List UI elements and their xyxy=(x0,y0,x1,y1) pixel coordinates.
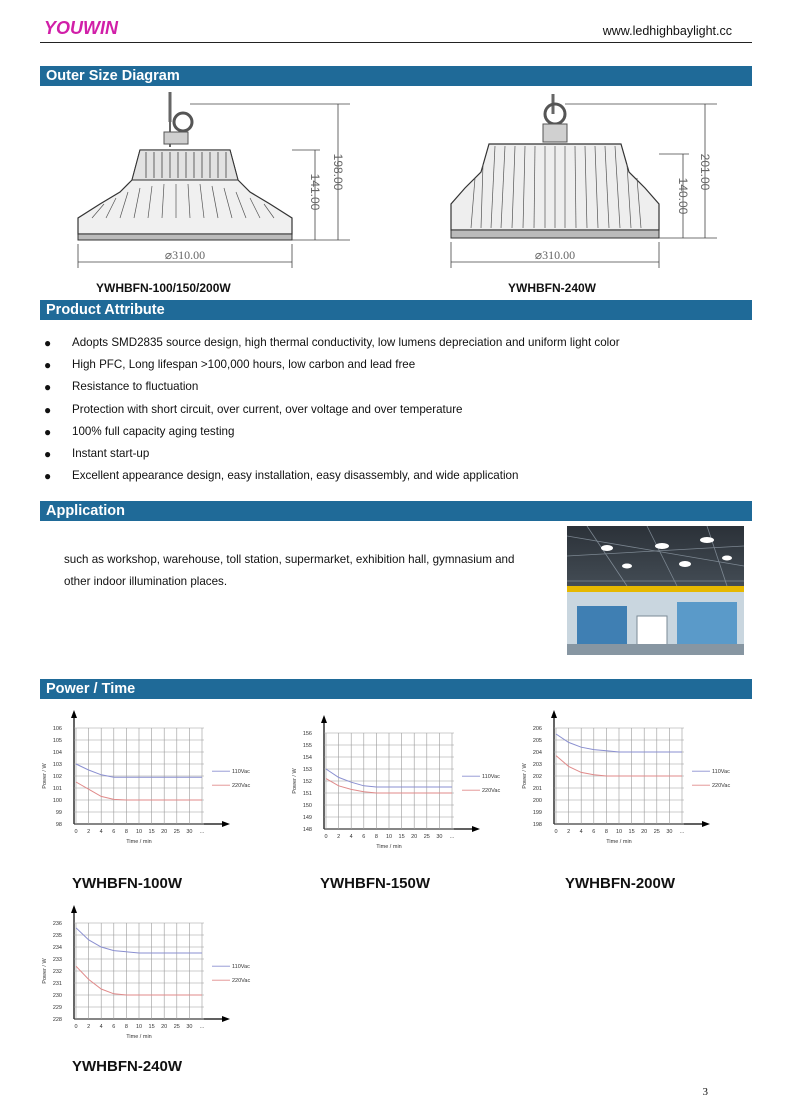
y-tick-label: 99 xyxy=(55,810,62,816)
y-axis-label: Power / W xyxy=(42,763,48,789)
x-tick-label: 10 xyxy=(135,1024,143,1030)
x-tick-label: 15 xyxy=(398,834,405,840)
y-tick-label: 154 xyxy=(302,755,312,761)
power-chart-200w xyxy=(520,712,750,877)
x-tick-label: 25 xyxy=(653,829,660,835)
y-tick-label: 148 xyxy=(302,827,312,833)
y-tick-label: 101 xyxy=(52,786,62,792)
list-item: ● Instant start-up xyxy=(44,446,744,468)
x-tick-label: 30 xyxy=(186,1024,193,1030)
y-tick-label: 233 xyxy=(52,957,62,963)
height-inner-label: 140.00 xyxy=(676,177,690,215)
x-axis-label: Time / min xyxy=(606,839,632,845)
x-tick-label: 15 xyxy=(148,1024,155,1030)
list-item: ● 100% full capacity aging testing xyxy=(44,424,744,446)
legend-label: 220Vac xyxy=(232,783,251,790)
x-axis-arrow xyxy=(472,826,480,832)
x-tick-label: 20 xyxy=(161,1024,168,1030)
x-tick-label: 30 xyxy=(666,829,673,835)
brand-logo: YOUWIN xyxy=(44,18,118,38)
x-tick-label: 20 xyxy=(161,829,168,835)
y-axis-arrow xyxy=(71,710,77,718)
x-axis-arrow xyxy=(222,1016,230,1022)
x-tick-label: 0 xyxy=(74,1024,78,1030)
list-item: ● High PFC, Long lifespan >100,000 hours, low carbon and lead free xyxy=(44,357,744,379)
list-item: ● Protection with short circuit, over current, over voltage and over temperature xyxy=(44,402,744,424)
x-tick-label: 25 xyxy=(423,834,430,840)
bullet-icon: ● xyxy=(44,380,52,395)
power-chart-240w xyxy=(40,907,270,1072)
y-tick-label: 98 xyxy=(55,822,62,828)
x-tick-label: 0 xyxy=(554,829,558,835)
section-power-time xyxy=(40,679,752,699)
legend-label: 110Vac xyxy=(232,769,250,776)
x-tick-label: 20 xyxy=(641,829,648,835)
y-tick-label: 228 xyxy=(52,1017,62,1023)
legend-label: 110Vac xyxy=(232,964,250,971)
diameter-label: ⌀310.00 xyxy=(164,248,206,262)
y-tick-label: 151 xyxy=(302,791,312,797)
x-axis-label: Time / min xyxy=(376,844,402,850)
website-url: www.ledhighbaylight.cc xyxy=(602,24,732,38)
height-outer-label: 198.00 xyxy=(331,153,345,191)
y-axis-arrow xyxy=(551,710,557,718)
section-title: Product Attribute xyxy=(46,302,165,318)
legend-label: 220Vac xyxy=(712,783,731,790)
diagram-caption-left: YWHBFN-100/150/200W xyxy=(96,281,231,295)
warehouse-photo xyxy=(567,526,744,655)
x-tick-label: ... xyxy=(449,834,455,840)
y-tick-label: 204 xyxy=(532,750,542,756)
application-text: such as workshop, warehouse, toll station, supermarket, exhibition hall, gymnasium and other indoor illumination places. xyxy=(64,553,515,588)
y-tick-label: 149 xyxy=(302,815,312,821)
x-tick-label: 25 xyxy=(173,829,180,835)
bullet-icon: ● xyxy=(44,424,52,439)
x-tick-label: 4 xyxy=(99,829,103,835)
y-tick-label: 229 xyxy=(52,1005,62,1011)
x-tick-label: 2 xyxy=(567,829,571,835)
y-tick-label: 202 xyxy=(532,774,542,780)
power-chart-100w xyxy=(40,712,270,877)
height-outer-label: 201.00 xyxy=(698,153,712,191)
x-tick-label: 6 xyxy=(362,834,366,840)
y-tick-label: 203 xyxy=(532,762,542,768)
x-tick-label: 8 xyxy=(124,829,128,835)
x-tick-label: 2 xyxy=(87,829,91,835)
section-title: Application xyxy=(46,503,125,519)
x-tick-label: 15 xyxy=(148,829,155,835)
model-label: YWHBFN-100W xyxy=(72,875,183,892)
y-tick-label: 152 xyxy=(302,779,312,785)
section-title: Power / Time xyxy=(46,681,136,697)
legend-label: 110Vac xyxy=(712,769,730,776)
y-tick-label: 231 xyxy=(52,981,62,987)
x-tick-label: 6 xyxy=(112,829,116,835)
y-tick-label: 102 xyxy=(52,774,62,780)
section-outer-size xyxy=(40,66,752,86)
x-tick-label: 8 xyxy=(374,834,378,840)
y-tick-label: 105 xyxy=(52,738,62,744)
model-label: YWHBFN-150W xyxy=(320,875,431,892)
bullet-icon: ● xyxy=(44,358,52,373)
y-tick-label: 103 xyxy=(52,762,62,768)
bullet-icon: ● xyxy=(44,336,52,350)
y-axis-arrow xyxy=(321,715,327,723)
x-tick-label: 10 xyxy=(135,829,143,835)
model-label: YWHBFN-200W xyxy=(565,875,676,892)
x-tick-label: 8 xyxy=(124,1024,128,1030)
y-tick-label: 236 xyxy=(52,921,62,927)
height-inner-label: 141.00 xyxy=(308,173,322,211)
section-title: Outer Size Diagram xyxy=(46,68,180,84)
x-tick-label: 0 xyxy=(74,829,78,835)
y-tick-label: 153 xyxy=(302,767,312,773)
legend-label: 220Vac xyxy=(232,978,251,985)
legend-label: 220Vac xyxy=(482,788,501,795)
y-axis-arrow xyxy=(71,905,77,913)
x-tick-label: 10 xyxy=(615,829,623,835)
y-tick-label: 234 xyxy=(52,945,62,951)
power-chart-150w xyxy=(290,705,520,875)
diagram-caption-right: YWHBFN-240W xyxy=(508,281,597,295)
x-tick-label: 6 xyxy=(112,1024,116,1030)
y-axis-label: Power / W xyxy=(42,958,48,984)
list-item: ● Excellent appearance design, easy installation, easy disassembly, and wide application xyxy=(44,468,744,490)
x-tick-label: 30 xyxy=(436,834,443,840)
section-attribute xyxy=(40,300,752,320)
x-tick-label: ... xyxy=(199,829,205,835)
bullet-icon: ● xyxy=(44,469,52,484)
y-tick-label: 205 xyxy=(532,738,542,744)
y-tick-label: 106 xyxy=(52,726,62,732)
x-tick-label: 10 xyxy=(385,834,393,840)
y-tick-label: 230 xyxy=(52,993,62,999)
page-number: 3 xyxy=(702,1086,708,1098)
y-tick-label: 235 xyxy=(52,933,62,939)
model-label: YWHBFN-240W xyxy=(72,1058,183,1075)
lamp-diagram-right xyxy=(445,92,725,272)
x-tick-label: 4 xyxy=(349,834,353,840)
legend-label: 110Vac xyxy=(482,774,500,781)
x-tick-label: 20 xyxy=(411,834,418,840)
attribute-list xyxy=(44,335,744,490)
lamp-diagram-left xyxy=(70,92,360,272)
bullet-icon: ● xyxy=(44,446,52,461)
y-tick-label: 198 xyxy=(532,822,542,828)
header-rule xyxy=(40,42,752,43)
x-tick-label: 25 xyxy=(173,1024,180,1030)
x-tick-label: 8 xyxy=(604,829,608,835)
list-item: ● Resistance to fluctuation xyxy=(44,379,744,401)
y-tick-label: 206 xyxy=(532,726,542,732)
y-tick-label: 155 xyxy=(302,743,312,749)
x-tick-label: ... xyxy=(679,829,685,835)
y-axis-label: Power / W xyxy=(522,763,528,789)
x-axis-label: Time / min xyxy=(126,839,152,845)
x-tick-label: 30 xyxy=(186,829,193,835)
x-tick-label: 4 xyxy=(99,1024,103,1030)
x-tick-label: ... xyxy=(199,1024,205,1030)
y-tick-label: 100 xyxy=(52,798,62,804)
x-tick-label: 2 xyxy=(337,834,341,840)
bullet-icon: ● xyxy=(44,402,52,417)
y-tick-label: 200 xyxy=(532,798,542,804)
y-tick-label: 156 xyxy=(302,731,312,737)
x-axis-arrow xyxy=(222,821,230,827)
y-tick-label: 150 xyxy=(302,803,312,809)
x-tick-label: 4 xyxy=(579,829,583,835)
x-tick-label: 6 xyxy=(592,829,596,835)
diameter-label: ⌀310.00 xyxy=(534,248,576,262)
x-tick-label: 0 xyxy=(324,834,328,840)
section-application xyxy=(40,501,752,521)
x-axis-label: Time / min xyxy=(126,1034,152,1040)
x-tick-label: 15 xyxy=(628,829,635,835)
x-axis-arrow xyxy=(702,821,710,827)
x-tick-label: 2 xyxy=(87,1024,91,1030)
y-tick-label: 199 xyxy=(532,810,542,816)
y-tick-label: 201 xyxy=(532,786,542,792)
y-axis-label: Power / W xyxy=(292,768,298,794)
y-tick-label: 232 xyxy=(52,969,62,975)
y-tick-label: 104 xyxy=(52,750,62,756)
list-item: ● Adopts SMD2835 source design, high thermal conductivity, low lumens depreciation and uniform light color xyxy=(44,335,744,357)
